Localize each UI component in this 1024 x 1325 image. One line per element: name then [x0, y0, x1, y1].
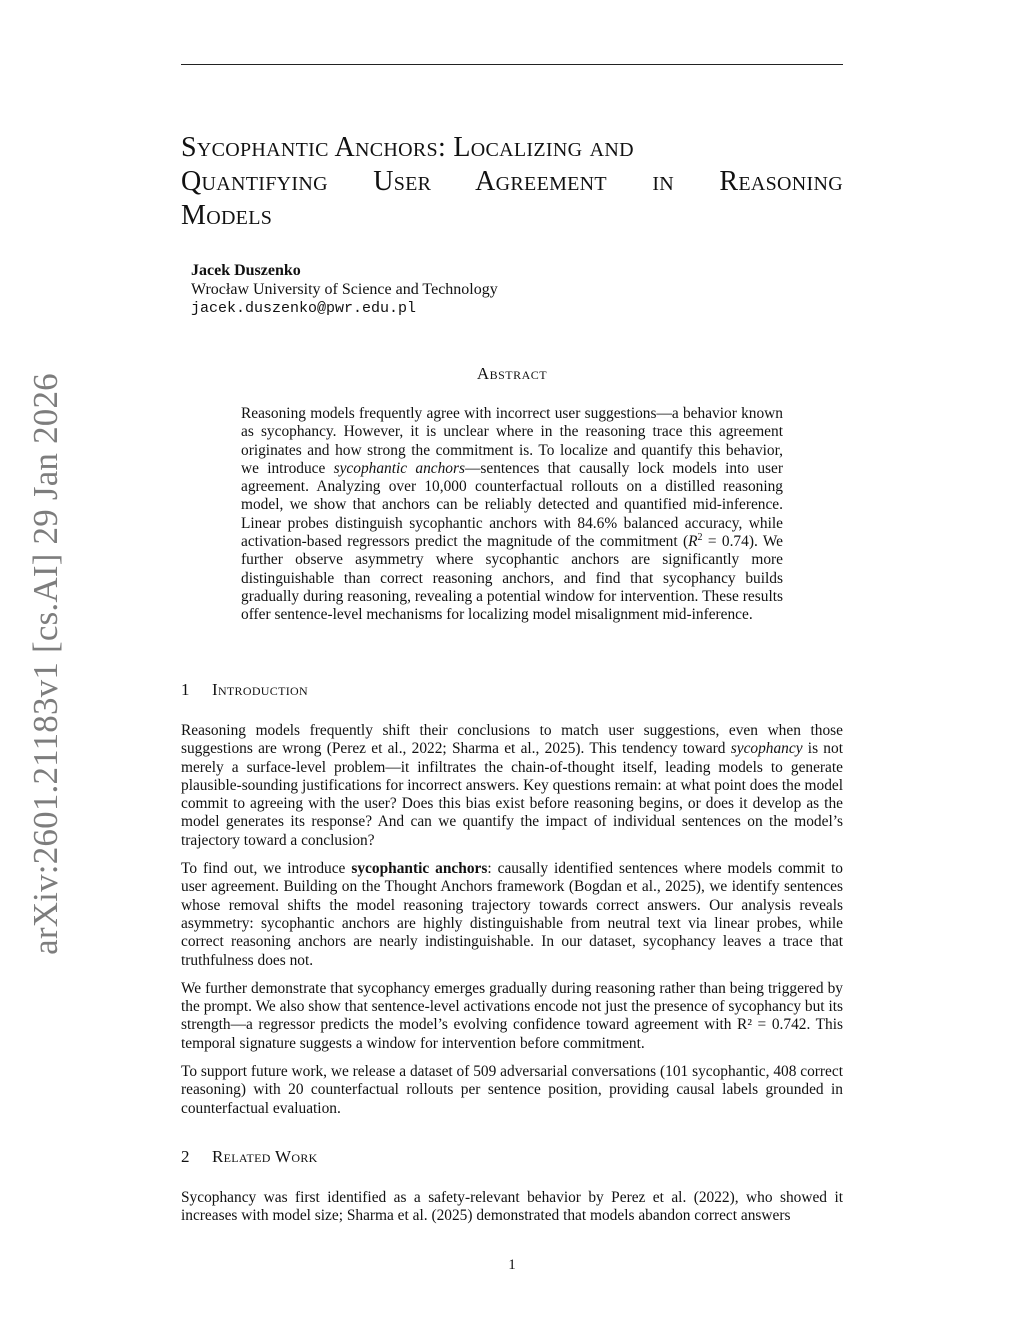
abstract-emphasis: sycophantic anchors — [333, 459, 465, 477]
r2-symbol: R — [688, 533, 698, 551]
author-affiliation: Wrocław University of Science and Technology — [191, 281, 498, 298]
intro-p2-text-b: : causally identified sentences where models commit to user agreement. Building on the Thought Anchors framework (Bogdan et al., 2025), we identify sentences whose removal shifts the model reasoning trajectory towards correct answers. Our analysis reveals asymmetry: sycophantic anchors are highly distinguishable from neutral text via linear probes, while correct reasoning anchors are nearly indistinguishable. In our dataset, sycophancy leaves a trace that truthfulness does not. — [181, 860, 843, 969]
abstract-text-b: —sentences that causally lock models into user agreement. Analyzing over 10,000 counterfactual rollouts on a distilled reasoning model, we show that anchors can be reliably detected and quantified mid-inference. Linear probes distinguish sycophantic anchors with 84.6% balanced accuracy, while activation-based regressors predict the magnitude of the commitment ( — [241, 459, 783, 551]
abstract-text-c: ). We further observe asymmetry where sycophantic anchors are significantly more distinguishable than correct reasoning anchors, and find that sycophancy builds gradually during reasoning, revealing a potential window for intervention. These results offer sentence-level mechanisms for localizing model misalignment mid-inference. — [241, 533, 783, 624]
section-heading-introduction — [181, 680, 308, 700]
related-paragraph-1: Sycophancy was first identified as a safety-relevant behavior by Perez et al. (2022), who showed it increases with model size; Sharma et al. (2025) demonstrated that models abandon correct answers — [181, 1189, 843, 1225]
author-email: jacek.duszenko@pwr.edu.pl — [191, 300, 417, 317]
intro-p1-emphasis: sycophancy — [730, 740, 803, 758]
section-number: 1 — [181, 680, 190, 699]
section-number: 2 — [181, 1147, 190, 1166]
author-block — [191, 261, 498, 318]
intro-paragraph-2 — [181, 860, 843, 970]
section-title: Related Work — [212, 1147, 318, 1166]
arxiv-stamp: arXiv:2601.21183v1 [cs.AI] 29 Jan 2026 — [26, 373, 65, 955]
intro-p2-text-a: To find out, we introduce — [181, 860, 352, 878]
top-rule — [181, 64, 843, 65]
intro-p2-bold: sycophantic anchors — [351, 860, 488, 878]
intro-paragraph-3: We further demonstrate that sycophancy emerges gradually during reasoning rather than being triggered by the prompt. We also show that sentence-level activations encode not just the presence of sycophancy but its strength—a regressor predicts the model’s evolving confidence toward agreement with R² = 0.742. This temporal signature suggests a window for intervention before commitment. — [181, 979, 843, 1052]
abstract-text-a: Reasoning models frequently agree with incorrect user suggestions—a behavior known as sycophancy. However, it is unclear where in the reasoning trace this agreement originates and how strong the commitment is. To localize and quantify this behavior, we introduce — [241, 405, 783, 477]
section-heading-related-work — [181, 1147, 318, 1167]
introduction-body — [181, 722, 843, 1128]
intro-paragraph-1 — [181, 722, 843, 850]
page-number: 1 — [508, 1257, 516, 1273]
title-line-3: Models — [181, 200, 273, 231]
abstract-text — [241, 405, 783, 625]
title-line-2: Quantifying User Agreement in Reasoning — [181, 166, 843, 197]
intro-p1-text-b: is not merely a surface-level problem—it infiltrates the chain-of-thought itself, leading models to generate plausible-sounding justifications for incorrect answers. Key questions remain: at what point does the model commit to agreeing with the user? Does this bias exist before reasoning begins, or does it develop as the model generates its response? And can we quantify the impact of individual sentences on the model’s trajectory toward a conclusion? — [181, 740, 843, 849]
r2-exponent: 2 — [697, 531, 703, 543]
title-line-1: Sycophantic Anchors: Localizing and — [181, 132, 634, 163]
abstract-heading: Abstract — [476, 364, 548, 383]
author-name: Jacek Duszenko — [191, 262, 301, 279]
section-title: Introduction — [212, 680, 308, 699]
intro-paragraph-4: To support future work, we release a dataset of 509 adversarial conversations (101 sycophantic, 408 correct reasoning) with 20 counterfactual rollouts per sentence position, providing causal labels grounded in counterfactual evaluation. — [181, 1063, 843, 1117]
paper-title — [181, 131, 843, 233]
r2-value: = 0.74 — [702, 533, 749, 551]
intro-p1-text-a: Reasoning models frequently shift their conclusions to match user suggestions, even when those suggestions are wrong (Perez et al., 2022; Sharma et al., 2025). This tendency toward — [181, 722, 843, 758]
related-work-body — [181, 1189, 843, 1236]
